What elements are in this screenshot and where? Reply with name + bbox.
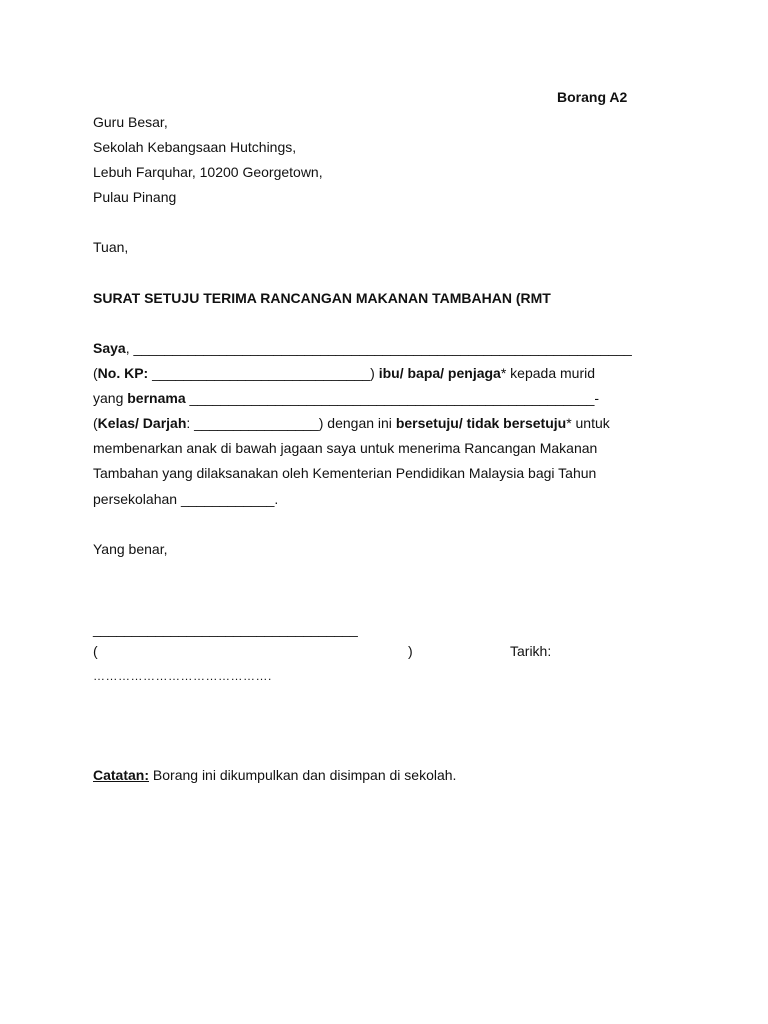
note (93, 766, 456, 784)
agree-options: bersetuju/ tidak bersetuju (395, 415, 567, 431)
body-line-2 (93, 364, 595, 382)
kelas-blank: : ________________) dengan ini (186, 415, 396, 431)
note-label: Catatan: (93, 767, 150, 783)
form-code: Borang A2 (557, 89, 628, 105)
note-text: Borang ini dikumpulkan dan disimpan di sekolah. (149, 767, 457, 783)
address-line-2: Sekolah Kebangsaan Hutchings, (93, 139, 297, 155)
bernama-label: bernama (127, 390, 186, 406)
role-options: ibu/ bapa/ penjaga (374, 365, 501, 381)
yang-text: yang (93, 390, 128, 406)
date-dots: ……………………………………. (93, 669, 272, 683)
bernama-blank: ____________________________________________________- (185, 390, 600, 406)
kp-label: No. KP: (97, 365, 149, 381)
body-line-3 (93, 389, 599, 407)
kelas-label: Kelas/ Darjah (97, 415, 187, 431)
agree-tail: * untuk (566, 415, 610, 431)
address-line-3: Lebuh Farquhar, 10200 Georgetown, (93, 164, 323, 180)
body-line-6: Tambahan yang dilaksanakan oleh Kementerian Pendidikan Malaysia bagi Tahun (93, 465, 597, 481)
name-blank: , ________________________________________________________________ (125, 340, 632, 356)
body-line-5: membenarkan anak di bawah jagaan saya untuk menerima Rancangan Makanan (93, 440, 598, 456)
date-label: Tarikh: (510, 643, 552, 659)
signature-paren-open: ( (93, 643, 98, 659)
body-line-7: persekolahan ____________. (93, 491, 279, 507)
signature-line: __________________________________ (93, 621, 358, 637)
body-line-1 (93, 339, 632, 357)
kp-blank: ____________________________) (148, 365, 375, 381)
address-line-4: Pulau Pinang (93, 189, 177, 205)
salutation: Tuan, (93, 239, 129, 255)
saya-label: Saya (93, 340, 126, 356)
closing: Yang benar, (93, 541, 168, 557)
kelas-open: ( (93, 415, 98, 431)
address-line-1: Guru Besar, (93, 114, 168, 130)
kp-open: ( (93, 365, 98, 381)
body-line-4 (93, 414, 610, 432)
role-tail: * kepada murid (500, 365, 596, 381)
signature-paren-close: ) (408, 643, 413, 659)
letter-title: SURAT SETUJU TERIMA RANCANGAN MAKANAN TAMBAHAN (RMT (93, 290, 551, 306)
